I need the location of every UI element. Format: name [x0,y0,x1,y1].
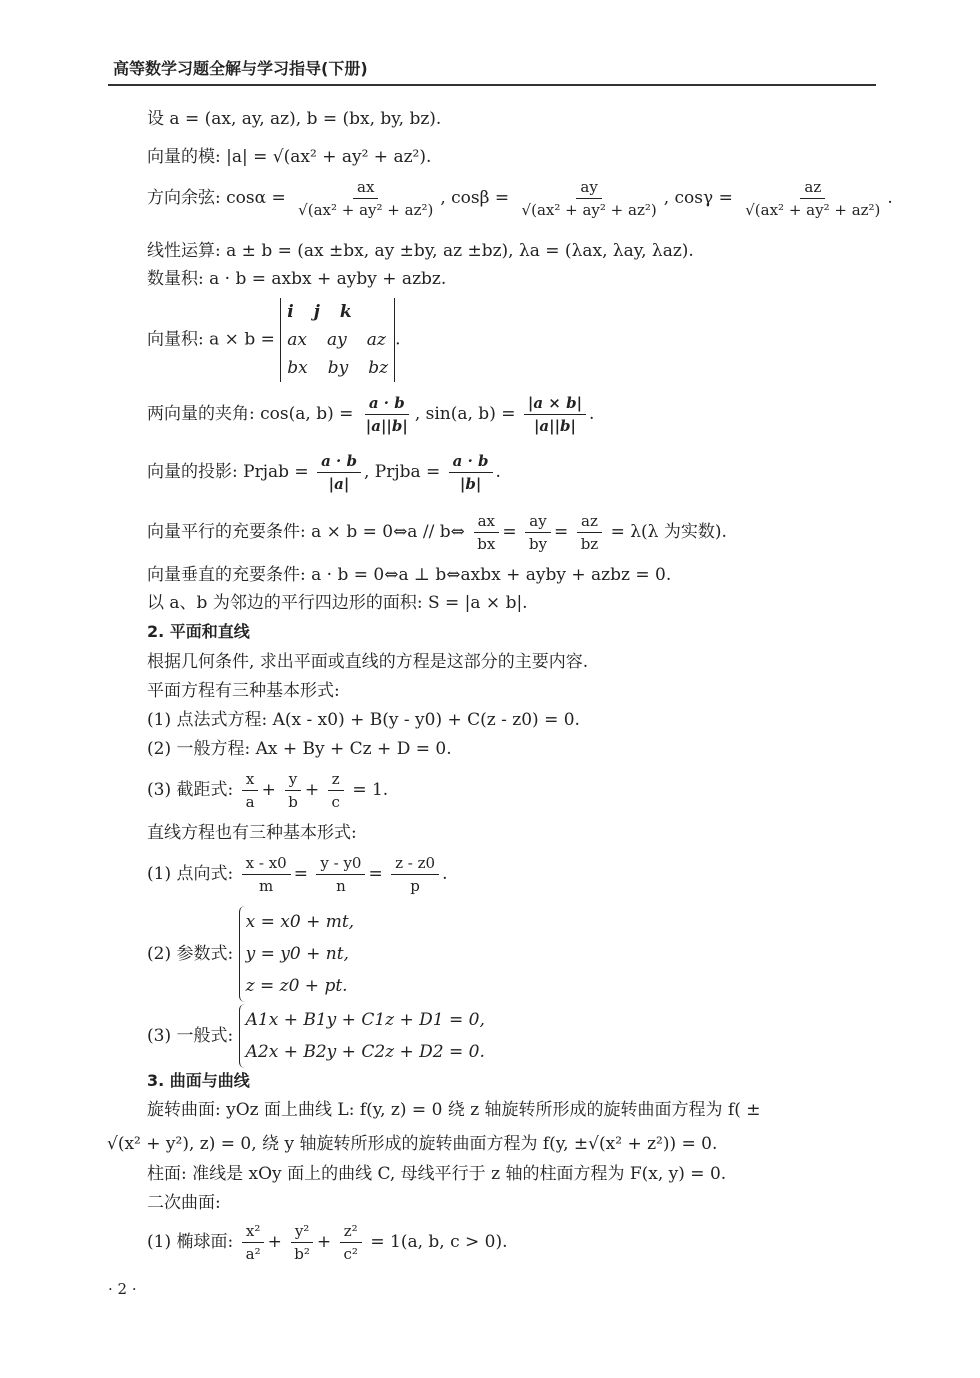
symmetric-label: (1) 点向式: [147,864,234,884]
general-label: (3) 一般式: [147,1026,234,1046]
denominator: p [410,877,420,895]
matrix-cell: i [287,302,294,322]
perpendicular-condition: 向量垂直的充要条件: a · b = 0⇔a ⊥ b⇔axbx + ayby + azbz = 0. [147,565,672,585]
numerator: ax [353,178,378,199]
ellipsoid-fraction [340,1222,362,1263]
matrix-cell: by [327,358,349,378]
denominator: b² [294,1245,310,1263]
denominator: |a||b| [533,417,576,435]
denominator: by [528,535,548,553]
parallelogram-area: 以 a、b 为邻边的平行四边形的面积: S = |a × b|. [147,593,528,613]
denominator: m [259,877,274,895]
matrix-cell: bz [368,358,389,378]
paragraph: 平面方程有三种基本形式: [147,681,340,701]
running-header: 高等数学习题全解与学习指导(下册) [113,59,368,78]
parallel-fraction [473,512,499,553]
numerator: ax [474,512,499,533]
symmetric-fraction [391,854,439,895]
projection-line: 向量的投影: Prjab = $\frac{a \cdot b}{|a|}$ , Prjba = $\frac{a \cdot b}{|b|}$ . [147,452,501,493]
parallel-condition: 向量平行的充要条件: a × b = 0⇔a // b⇔ $\frac{ax}{bx}$ = $\frac{ay}{by}$ = $\frac{az}{bz}$ = λ(λ 为实数). [147,512,727,553]
parametric-label: (2) 参数式: [147,944,234,964]
matrix-cell: ax [287,330,307,350]
proj-label: 向量的投影: [147,462,238,482]
modulus-line [147,146,431,168]
denominator: c² [343,1245,358,1263]
symmetric-fraction [242,854,291,895]
ellipsoid-fraction [242,1222,265,1263]
parallel-text: 向量平行的充要条件: a × b = 0⇔a // b⇔ [147,522,465,542]
modulus-label: 向量的模: [147,147,221,167]
matrix-cell: az [366,330,386,350]
section-heading-planes-lines: 2. 平面和直线 [147,622,250,641]
cos-beta-fraction [518,178,661,219]
angle-cos: cos(a, b) = [260,404,354,424]
matrix-cell: ay [327,330,347,350]
matrix-row [287,326,388,354]
direction-cosine-line: 方向余弦: cosα = $\frac{ax}{\text{√(ax² + ay² + az²)}}$ , cosβ = $\frac{ay}{\text{√(ax² + ay² + az²)}}$ , cosγ = $\frac{az}{\text{√(ax² + ay² + az²)}}$ . [147,178,893,219]
angle-cos-fraction [362,394,412,435]
denominator: n [336,877,346,895]
numerator: ay [576,178,601,199]
matrix-cell: k [339,302,352,322]
symmetric-fraction [316,854,365,895]
denominator: √(ax² + ay² + az²) [298,201,434,219]
cylinder-surface: 柱面: 准线是 xOy 面上的曲线 C, 母线平行于 z 轴的柱面方程为 F(x, y) = 0. [147,1164,727,1184]
equation-row: z = z0 + pt. [245,976,348,996]
matrix-row [287,354,388,382]
dot-product: 数量积: a · b = axbx + ayby + azbz. [147,269,447,289]
numerator: z - z0 [391,854,439,875]
parametric-system [239,906,354,1002]
matrix-cell: j [313,302,320,322]
dircos-label: 方向余弦: [147,188,221,208]
parallel-fraction [577,512,603,553]
intercept-fraction [328,770,344,811]
paragraph: 根据几何条件, 求出平面或直线的方程是这部分的主要内容. [147,652,589,672]
denominator: c [331,793,340,811]
denominator: a [245,793,255,811]
denominator: bz [580,535,599,553]
numerator: x² [242,1222,264,1243]
rotation-surface-2: √(x² + y²), z) = 0, 绕 y 轴旋转所形成的旋转曲面方程为 f(y, ±√(x² + z²)) = 0. [107,1134,718,1154]
plane-general: (2) 一般方程: Ax + By + Cz + D = 0. [147,739,452,759]
numerator: a · b [317,452,361,473]
quadric-heading: 二次曲面: [147,1193,221,1213]
vector-definition: 设 a = (ax, ay, az), b = (bx, by, bz). [147,109,442,129]
matrix-cell: bx [287,358,308,378]
numerator: y [285,770,301,791]
intercept-fraction [284,770,302,811]
numerator: az [577,512,602,533]
page-number: · 2 · [108,1280,137,1298]
angle-line: 两向量的夹角: cos(a, b) = $\frac{a \cdot b}{|a||b|}$ , sin(a, b) = $\frac{|a \times b|}{|a||b|}$ . [147,394,595,435]
proj-a: Prjab = [243,462,309,482]
proj-a-fraction [317,452,361,493]
numerator: y - y0 [316,854,365,875]
numerator: a · b [365,394,409,415]
equation-row: A1x + B1y + C1z + D1 = 0, [245,1010,485,1030]
intercept-end: = 1. [352,780,389,800]
ellipsoid: (1) 椭球面: $\frac{\text{x²}}{\text{a²}}$ + $\frac{\text{y²}}{\text{b²}}$ + $\frac{\text{z²}}{\text{c²}}$ = 1(a, b, c > 0). [147,1222,508,1263]
angle-label: 两向量的夹角: [147,404,255,424]
numerator: x [242,770,258,791]
equation-row: x = x0 + mt, [245,912,355,932]
numerator: a · b [449,452,493,473]
plane-point-normal: (1) 点法式方程: A(x - x0) + B(y - y0) + C(z - z0) = 0. [147,710,580,730]
denominator: a² [245,1245,261,1263]
cross-determinant [280,298,395,382]
numerator: |a × b| [524,394,586,415]
equation-row: y = y0 + nt, [245,944,349,964]
parallel-end: = λ(λ 为实数). [610,522,727,542]
line-general [147,1004,485,1068]
denominator: |b| [459,475,482,493]
header-rule [108,84,876,86]
numerator: x - x0 [242,854,291,875]
denominator: |a| [328,475,350,493]
equation-row: A2x + B2y + C2z + D2 = 0. [245,1042,485,1062]
angle-sin: sin(a, b) = [425,404,516,424]
numerator: z² [340,1222,362,1243]
ellipsoid-fraction [290,1222,314,1263]
cos-beta: cosβ = [451,188,510,208]
denominator: bx [477,535,496,553]
numerator: y² [291,1222,314,1243]
cross-label: 向量积: a × b = [147,329,275,350]
cos-gamma: cosγ = [674,188,733,208]
matrix-row [287,298,388,326]
numerator: z [328,770,344,791]
angle-sin-fraction [524,394,586,435]
parallel-fraction [525,512,551,553]
line-symmetric: (1) 点向式: $\frac{x - x0}{m}$ = $\frac{y - y0}{n}$ = $\frac{z - z0}{p}$ . [147,854,448,895]
rotation-surface-1: 旋转曲面: yOz 面上曲线 L: f(y, z) = 0 绕 z 轴旋转所形成的旋转曲面方程为 f( ± [147,1100,761,1120]
cos-alpha-fraction [294,178,437,219]
cross-product: 向量积: a × b = i j k ax ay az bx by bz . [147,298,401,382]
numerator: ay [525,512,550,533]
linear-operations: 线性运算: a ± b = (ax ±bx, ay ±by, az ±bz), λa = (λax, λay, λaz). [147,241,694,261]
proj-b-fraction [449,452,493,493]
ellipsoid-label: (1) 椭球面: [147,1232,234,1252]
intercept-label: (3) 截距式: [147,780,234,800]
section-heading-surfaces-curves: 3. 曲面与曲线 [147,1071,250,1090]
paragraph: 直线方程也有三种基本形式: [147,823,357,843]
modulus-formula: |a| = √(ax² + ay² + az²). [226,147,432,167]
general-system [239,1004,485,1068]
denominator: √(ax² + ay² + az²) [745,201,881,219]
cos-gamma-fraction [741,178,884,219]
denominator: |a||b| [365,417,408,435]
line-parametric [147,906,354,1002]
cos-alpha: cosα = [226,188,286,208]
proj-b: Prjba = [374,462,441,482]
denominator: b [288,793,298,811]
plane-intercept: (3) 截距式: $\frac{x}{a}$ + $\frac{y}{b}$ + $\frac{z}{c}$ = 1. [147,770,389,811]
denominator: √(ax² + ay² + az²) [521,201,657,219]
ellipsoid-end: = 1(a, b, c > 0). [370,1232,508,1252]
intercept-fraction [242,770,259,811]
numerator: az [800,178,825,199]
